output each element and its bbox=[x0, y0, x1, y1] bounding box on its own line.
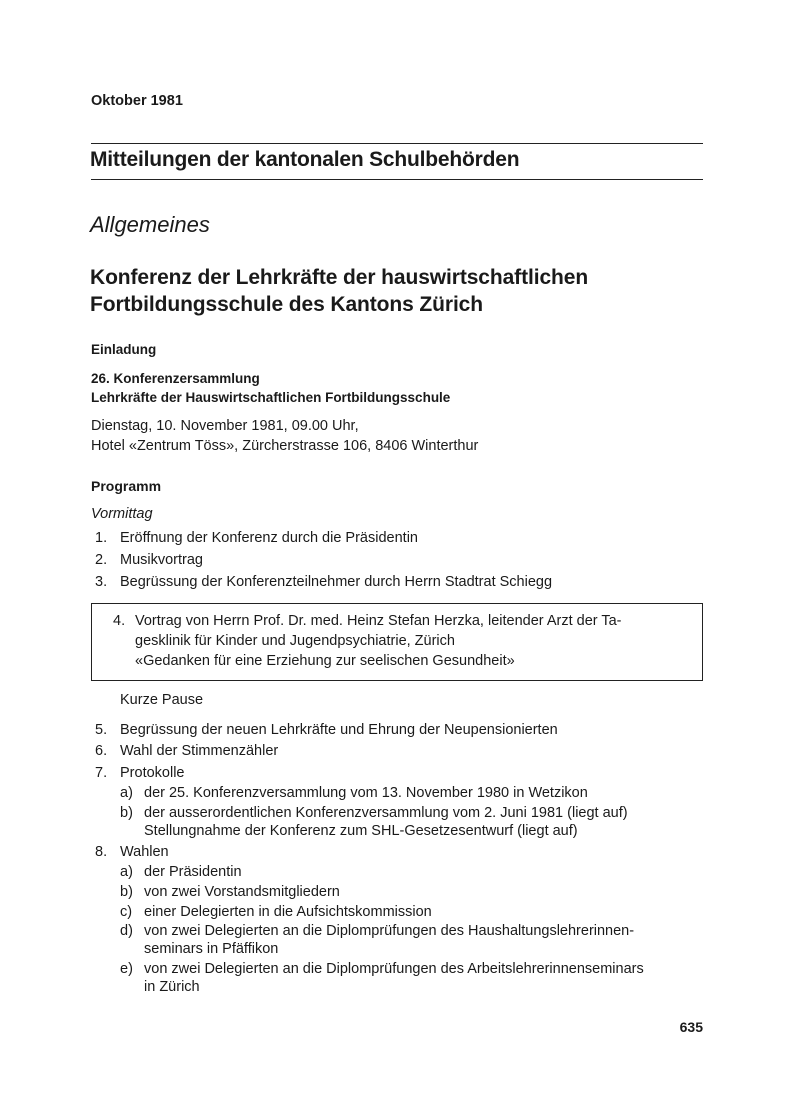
item-number: 1. bbox=[95, 530, 108, 546]
election-e-continued: in Zürich bbox=[144, 979, 200, 995]
page-number: 635 bbox=[679, 1019, 703, 1035]
program-item-8: Wahlen bbox=[120, 844, 169, 860]
election-c: einer Delegierten in die Aufsichtskommission bbox=[144, 904, 432, 920]
minutes-b: der ausserordentlichen Konferenzversammlung vom 2. Juni 1981 (liegt auf) bbox=[144, 805, 628, 821]
program-label: Programm bbox=[91, 478, 162, 494]
item-number: 5. bbox=[95, 722, 108, 738]
meeting-date-time: Dienstag, 10. November 1981, 09.00 Uhr, bbox=[91, 418, 359, 434]
assembly-title: 26. Konferenzersammlung bbox=[91, 371, 260, 386]
program-item-7: Protokolle bbox=[120, 765, 185, 781]
program-item-3: Begrüssung der Konferenzteilnehmer durch Herrn Stadtrat Schiegg bbox=[120, 574, 553, 590]
item-number: 8. bbox=[95, 844, 108, 860]
item-number: 7. bbox=[95, 765, 108, 781]
sub-item-letter: e) bbox=[120, 961, 133, 977]
lecture-title: «Gedanken für eine Erziehung zur seelischen Gesundheit» bbox=[135, 653, 515, 669]
top-rule bbox=[91, 143, 703, 144]
minutes-a: der 25. Konferenzversammlung vom 13. November 1980 in Wetzikon bbox=[144, 785, 588, 801]
election-a: der Präsidentin bbox=[144, 864, 242, 880]
assembly-subtitle: Lehrkräfte der Hauswirtschaftlichen Fortbildungsschule bbox=[91, 390, 451, 405]
sub-item-letter: d) bbox=[120, 923, 133, 939]
election-e: von zwei Delegierten an die Diplomprüfungen des Arbeitslehrerinnenseminars bbox=[144, 961, 644, 977]
article-heading-line2: Fortbildungsschule des Kantons Zürich bbox=[90, 293, 483, 316]
sub-item-letter: a) bbox=[120, 785, 133, 801]
program-item-5: Begrüssung der neuen Lehrkräfte und Ehrung der Neupensionierten bbox=[120, 722, 558, 738]
item-number: 2. bbox=[95, 552, 108, 568]
section-rule bbox=[91, 179, 703, 180]
sub-item-letter: c) bbox=[120, 904, 133, 920]
sub-item-letter: b) bbox=[120, 884, 133, 900]
item-number: 3. bbox=[95, 574, 108, 590]
issue-date: Oktober 1981 bbox=[91, 93, 183, 109]
election-d-continued: seminars in Pfäffikon bbox=[144, 941, 279, 957]
sub-item-letter: b) bbox=[120, 805, 133, 821]
minutes-b-statement: Stellungnahme der Konferenz zum SHL-Gesetzesentwurf (liegt auf) bbox=[144, 823, 578, 839]
item-number: 4. bbox=[113, 613, 126, 629]
lecture-line-2: gesklinik für Kinder und Jugendpsychiatrie, Zürich bbox=[135, 633, 455, 649]
program-item-2: Musikvortrag bbox=[120, 552, 203, 568]
program-item-6: Wahl der Stimmenzähler bbox=[120, 743, 279, 759]
item-number: 6. bbox=[95, 743, 108, 759]
morning-label: Vormittag bbox=[91, 506, 153, 522]
section-title: Mitteilungen der kantonalen Schulbehörden bbox=[90, 148, 520, 171]
program-item-1: Eröffnung der Konferenz durch die Präsidentin bbox=[120, 530, 418, 546]
sub-item-letter: a) bbox=[120, 864, 133, 880]
article-heading-line1: Konferenz der Lehrkräfte der hauswirtschaftlichen bbox=[90, 266, 589, 289]
break-label: Kurze Pause bbox=[120, 692, 204, 708]
category-heading: Allgemeines bbox=[90, 212, 210, 237]
election-b: von zwei Vorstandsmitgliedern bbox=[144, 884, 340, 900]
meeting-location: Hotel «Zentrum Töss», Zürcherstrasse 106, 8406 Winterthur bbox=[91, 438, 479, 454]
lecture-line-1: Vortrag von Herrn Prof. Dr. med. Heinz Stefan Herzka, leitender Arzt der Ta- bbox=[135, 613, 622, 629]
invitation-label: Einladung bbox=[91, 342, 157, 357]
election-d: von zwei Delegierten an die Diplomprüfungen des Haushaltungslehrerinnen- bbox=[144, 923, 635, 939]
